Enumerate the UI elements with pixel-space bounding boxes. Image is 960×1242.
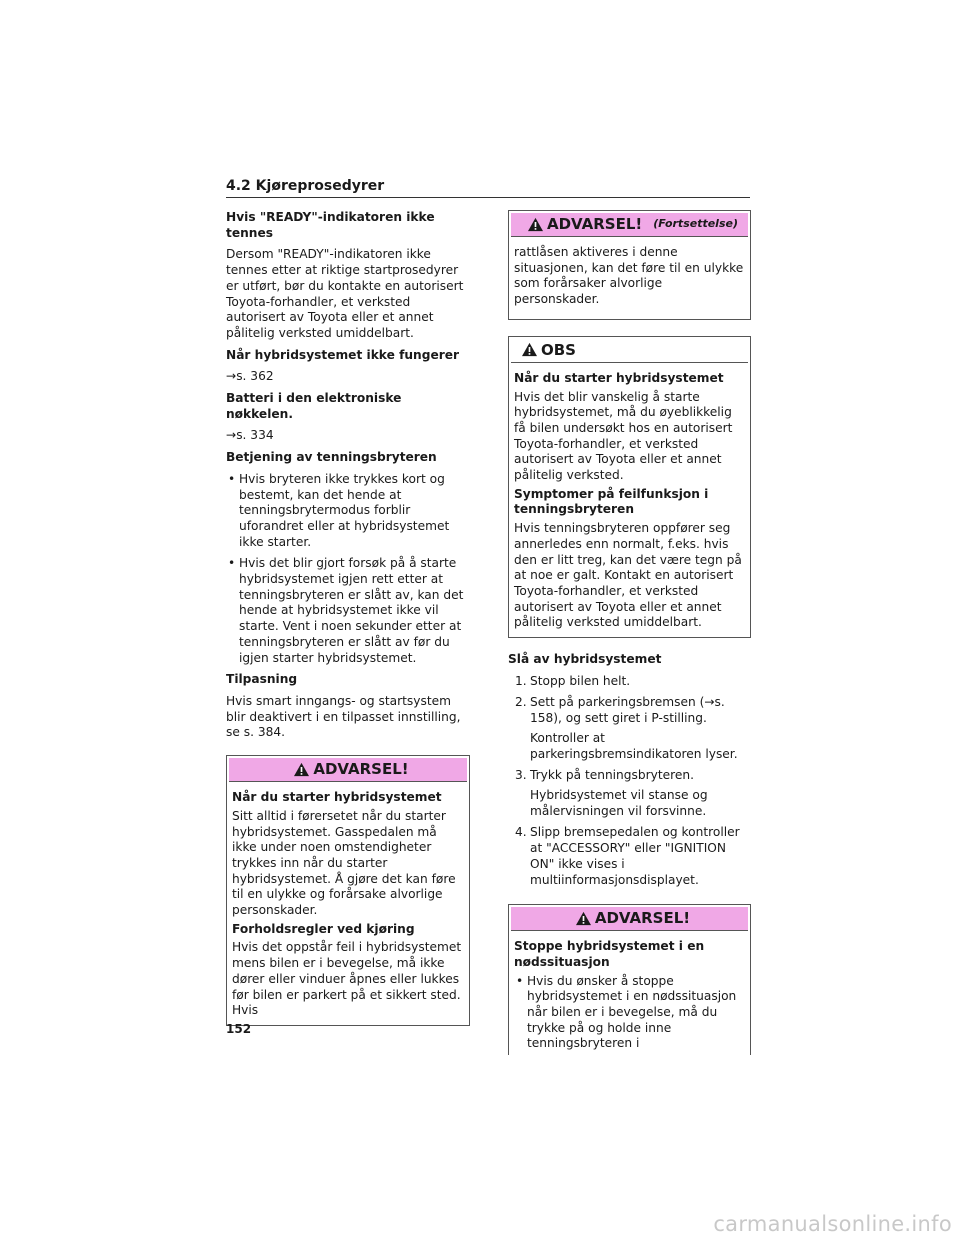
- step-subtext: Hybridsystemet vil stanse og målervisningen vil forsvinne.: [530, 787, 708, 818]
- paragraph-ready-indicator: Dersom "READY"-indikatoren ikke tennes etter at riktige startprosedyrer er utført, bør du kontakte en autorisert Toyota-forhandler, et verksted autorisert av Toyota eller et annet pålitelig verksted umiddelbart.: [226, 247, 464, 340]
- steps-list: [508, 674, 751, 888]
- right-column: [508, 210, 751, 1069]
- warning-box-emergency: [508, 904, 751, 1055]
- step-item: [515, 695, 751, 762]
- heading-hybrid-not-working: Når hybridsystemet ikke fungerer: [226, 347, 460, 362]
- step-text: Slipp bremsepedalen og kontroller at "ACCESSORY" eller "IGNITION ON" ikke vises i multiinformasjonsdisplayet.: [530, 825, 740, 887]
- notice-paragraph-start: Hvis det blir vanskelig å starte hybridsystemet, må du øyeblikkelig få bilen undersøkt hos en autorisert Toyota-forhandler, et verksted autorisert av Toyota eller et annet pålitelig verksted.: [514, 389, 733, 483]
- warning-header: [511, 213, 748, 237]
- notice-title: OBS: [541, 340, 576, 359]
- notice-paragraph-symptoms: Hvis tenningsbryteren oppfører seg annerledes enn normalt, f.eks. hvis den er litt treg, kan det være tegn på at noe er galt. Kontakt en autorisert Toyota-forhandler, et verksted autorisert av Toyota eller et annet pålitelig verksted umiddelbart.: [514, 521, 742, 630]
- step-number: 3.: [515, 768, 527, 783]
- warning-paragraph: rattlåsen aktiveres i denne situasjonen, kan det føre til en ulykke som forårsaker alvorlige personskader.: [514, 245, 744, 307]
- warning-box-continued: [508, 210, 751, 320]
- list-item: • Hvis du ønsker å stoppe hybridsystemet i en nødssituasjon når bilen er i bevegelse, må du trykke på og holde inne tenningsbryteren i: [514, 974, 746, 1053]
- notice-box: [508, 336, 751, 638]
- step-text: Stopp bilen helt.: [530, 673, 631, 688]
- step-item: [515, 825, 751, 888]
- warning-box: [226, 755, 470, 1026]
- heading-ready-indicator: Hvis "READY"-indikatoren ikke tennes: [226, 210, 435, 240]
- bullet-list: [226, 472, 470, 666]
- step-item: [515, 674, 751, 690]
- page-number: 152: [226, 1022, 252, 1036]
- warning-triangle-icon: [575, 911, 592, 926]
- warning-paragraph-start: Sitt alltid i førersetet når du starter hybridsystemet. Gasspedalen må ikke under noen omstendigheter trykkes inn når du starter hybridsystemet. Å gjøre det kan føre til en ulykke og forårsake alvorlige personskader.: [232, 808, 456, 918]
- warning-paragraph-driving: Hvis det oppstår feil i hybridsystemet mens bilen er i bevegelse, må ikke dører eller vinduer åpnes eller lukkes før bilen er parkert på et sikkert sted. Hvis: [232, 940, 462, 1018]
- continued-label: (Fortsettelse): [653, 217, 738, 230]
- warning-title: ADVARSEL!: [594, 909, 691, 928]
- step-text: Trykk på tenningsbryteren.: [530, 768, 694, 783]
- warning-header: [511, 907, 748, 931]
- step-number: 1.: [515, 673, 527, 688]
- heading-customization: Tilpasning: [226, 672, 298, 687]
- step-subtext: Kontroller at parkeringsbremsindikatoren lyser.: [530, 730, 738, 761]
- paragraph-customization: Hvis smart inngangs- og startsystem blir deaktivert i en tilpasset innstilling, se s. 384.: [226, 693, 461, 740]
- warning-heading-driving: Forholdsregler ved kjøring: [232, 921, 415, 936]
- step-number: 2.: [515, 695, 527, 710]
- heading-key-battery: Batteri i den elektroniske nøkkelen.: [226, 391, 402, 421]
- page-reference: →s. 334: [226, 428, 274, 443]
- warning-header: [229, 758, 467, 782]
- heading-ignition-switch: Betjening av tenningsbryteren: [226, 450, 437, 465]
- warning-heading-start: Når du starter hybridsystemet: [232, 790, 442, 805]
- warning-triangle-icon: [527, 217, 544, 232]
- step-text: Sett på parkeringsbremsen (→s. 158), og sett giret i P-stilling.: [530, 695, 725, 726]
- section-header: 4.2 Kjøreprosedyrer: [226, 178, 750, 198]
- warning-title: ADVARSEL!: [313, 760, 409, 779]
- warning-title: ADVARSEL!: [547, 215, 643, 233]
- list-item: • Hvis bryteren ikke trykkes kort og bestemt, kan det hende at tenningsbrytermodus forblir uforandret eller at hybridsystemet ikke starter.: [226, 472, 470, 551]
- list-item: • Hvis det blir gjort forsøk på å starte hybridsystemet igjen rett etter at tenningsbryteren er slått av, kan det hende at hybridsystemet ikke vil starte. Vent i noen sekunder etter at tenningsbryteren er slått av før du igjen starter hybridsystemet.: [226, 556, 470, 666]
- notice-heading-symptoms: Symptomer på feilfunksjon i tenningsbryteren: [514, 486, 709, 517]
- bullet-list: [514, 974, 746, 1053]
- step-number: 4.: [515, 825, 527, 840]
- heading-stop-hybrid: Slå av hybridsystemet: [508, 652, 662, 667]
- step-item: [515, 768, 751, 819]
- notice-triangle-icon: [521, 342, 538, 357]
- warning-triangle-icon: [293, 762, 310, 777]
- warning-heading-emergency: Stoppe hybridsystemet i en nødssituasjon: [514, 939, 705, 969]
- notice-heading-start: Når du starter hybridsystemet: [514, 370, 724, 385]
- watermark: carmanualsonline.info: [713, 1212, 952, 1236]
- left-column: [226, 210, 470, 1040]
- page-reference: →s. 362: [226, 369, 274, 384]
- notice-header: [511, 339, 748, 363]
